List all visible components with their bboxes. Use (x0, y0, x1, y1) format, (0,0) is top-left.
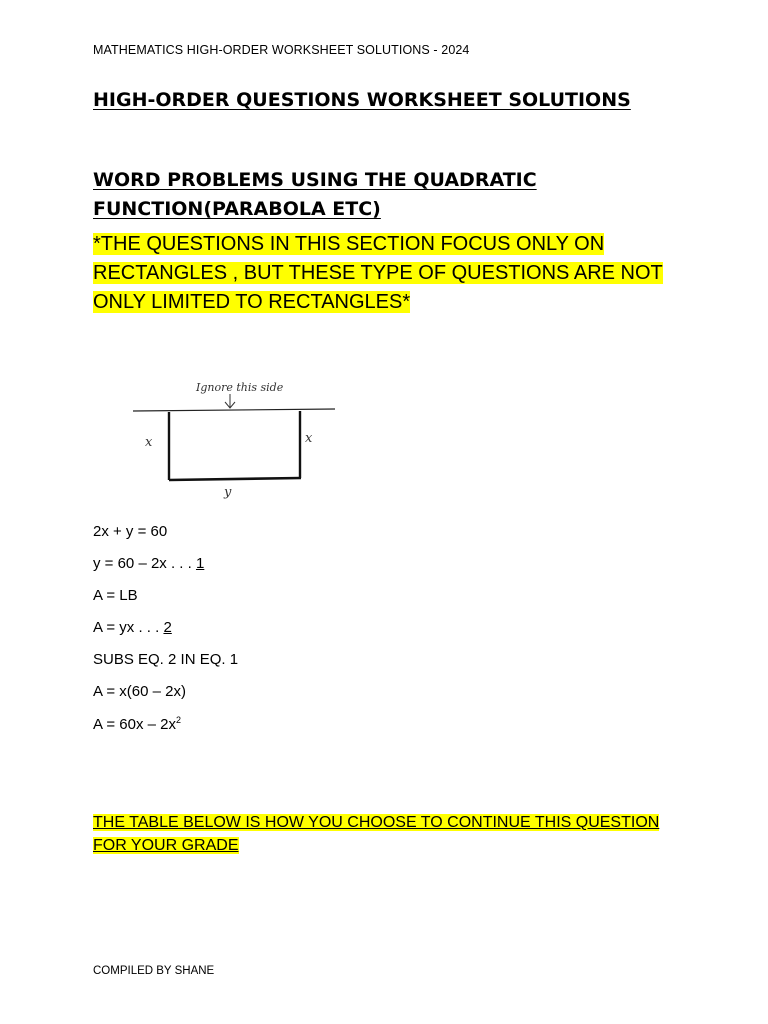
equation-2-ref: 1 (195, 555, 205, 572)
equation-7-exponent: 2 (175, 715, 181, 725)
page-footer: COMPILED BY SHANE (93, 965, 215, 977)
equation-7 (93, 716, 181, 733)
note-line-3: ONLY LIMITED TO RECTANGLES* (93, 291, 411, 313)
table-note-line-2: FOR YOUR GRADE (93, 837, 239, 854)
table-note-line-1: THE TABLE BELOW IS HOW YOU CHOOSE TO CONTINUE THIS QUESTION (93, 814, 660, 831)
ignore-side-annotation: Ignore this side (196, 381, 284, 394)
equation-5: SUBS EQ. 2 IN EQ. 1 (93, 651, 239, 668)
bottom-label-y: y (224, 485, 232, 500)
top-wall-line (133, 409, 335, 411)
page-header: MATHEMATICS HIGH-ORDER WORKSHEET SOLUTIONS - 2024 (93, 43, 470, 57)
page-title: HIGH-ORDER QUESTIONS WORKSHEET SOLUTIONS (93, 89, 631, 111)
equation-3: A = LB (93, 587, 138, 604)
left-label-x: x (145, 435, 153, 450)
note-line-2: RECTANGLES , BUT THESE TYPE OF QUESTIONS ARE NOT (93, 262, 663, 284)
equation-2-text: y = 60 – 2x . . . (93, 555, 196, 572)
highlighted-note (93, 230, 693, 317)
note-line-1: *THE QUESTIONS IN THIS SECTION FOCUS ONLY ON (93, 233, 605, 255)
rectangle-diagram (130, 370, 380, 510)
table-note (93, 811, 693, 857)
equation-1: 2x + y = 60 (93, 523, 168, 540)
equation-4-text: A = yx . . . (93, 619, 164, 636)
section-heading-line-1: WORD PROBLEMS USING THE QUADRATIC (93, 169, 537, 191)
equation-6: A = x(60 – 2x) (93, 683, 186, 700)
right-label-x: x (305, 431, 313, 446)
section-heading (93, 166, 653, 224)
section-heading-line-2: FUNCTION(PARABOLA ETC) (93, 198, 381, 220)
equation-4 (93, 619, 172, 636)
equation-7-text: A = 60x – 2x (93, 716, 176, 733)
bottom-side (169, 478, 301, 480)
equation-4-ref: 2 (163, 619, 172, 636)
equation-2 (93, 555, 204, 572)
